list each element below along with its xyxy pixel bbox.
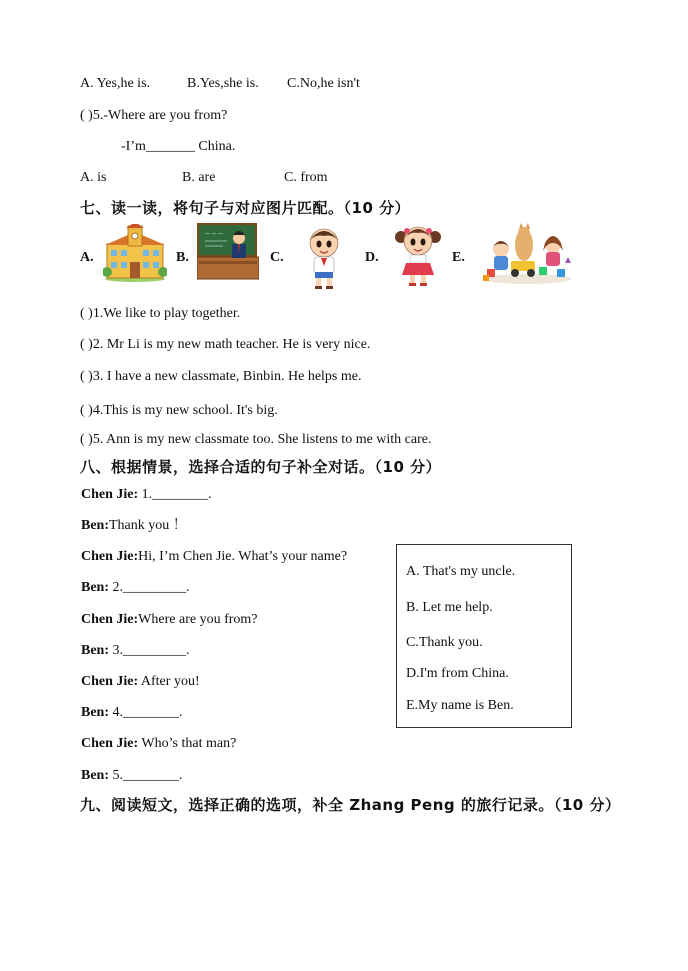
q5-stem: ( )5.-Where are you from?: [80, 108, 228, 123]
utterance: 2._________.: [109, 580, 190, 595]
dialogue-line-7: [81, 673, 200, 691]
q5-option-a: A. is: [80, 170, 107, 185]
q5-option-b: B. are: [182, 170, 216, 185]
dialogue-line-3: [81, 548, 347, 566]
dialogue-line-1: [81, 486, 212, 504]
picture-label-c: C.: [270, 250, 284, 265]
utterance: Who’s that man?: [138, 736, 237, 751]
dialogue-line-4: [81, 579, 190, 597]
q4-option-a: A. Yes,he is.: [80, 76, 151, 91]
option-b: B. Let me help.: [406, 600, 493, 615]
utterance: 1.________.: [138, 487, 212, 502]
option-c: C.Thank you.: [406, 635, 483, 650]
q5-answer-line: -I’m_______ China.: [121, 139, 236, 154]
section7-item-4: ( )4.This is my new school. It's big.: [80, 403, 278, 418]
picture-label-b: B.: [176, 250, 189, 265]
option-d: D.I'm from China.: [406, 666, 509, 681]
utterance: 4.________.: [109, 705, 183, 720]
blackboard-text: — — —: [205, 231, 224, 237]
speaker: Chen Jie:: [81, 549, 139, 564]
utterance: 3._________.: [109, 643, 190, 658]
section7-item-2: ( )2. Mr Li is my new math teacher. He is very nice.: [80, 337, 371, 352]
section7-item-5: ( )5. Ann is my new classmate too. She listens to me with care.: [80, 432, 432, 447]
utterance: After you!: [138, 674, 200, 689]
utterance: Hi, I’m Chen Jie. What’s your name?: [138, 549, 348, 564]
q4-option-b: B.Yes,she is.: [187, 76, 259, 91]
q5-option-c: C. from: [284, 170, 328, 185]
speaker: Chen Jie:: [81, 487, 139, 502]
dialogue-line-10: [81, 767, 183, 785]
children-playing-image: [481, 223, 573, 285]
section8-heading: 八、根据情景，选择合适的句子补全对话。（10 分）: [80, 458, 442, 476]
picture-label-a: A.: [80, 250, 94, 265]
section7-item-3: ( )3. I have a new classmate, Binbin. He helps me.: [80, 369, 362, 384]
speaker: Chen Jie:: [81, 674, 139, 689]
section7-heading: 七、读一读，将句子与对应图片匹配。（10 分）: [80, 199, 411, 217]
section9-heading: 九、阅读短文，选择正确的选项，补全 Zhang Peng 的旅行记录。（10 分）: [80, 796, 621, 814]
school-building-image: [103, 224, 167, 282]
option-e: E.My name is Ben.: [406, 698, 514, 713]
speaker: Ben:: [81, 518, 109, 533]
girl-image: [393, 223, 443, 287]
utterance: Thank you ！: [109, 518, 187, 533]
speaker: Chen Jie:: [81, 612, 139, 627]
speaker: Ben:: [81, 768, 109, 783]
speaker: Ben:: [81, 580, 109, 595]
q4-option-c: C.No,he isn't: [287, 76, 360, 91]
option-a: A. That's my uncle.: [406, 564, 516, 579]
picture-label-e: E.: [452, 250, 465, 265]
dialogue-line-2: [81, 517, 187, 535]
utterance: 5.________.: [109, 768, 183, 783]
speaker: Chen Jie:: [81, 736, 139, 751]
options-box: [396, 544, 572, 728]
teacher-blackboard-image: [197, 223, 259, 281]
dialogue-line-5: [81, 611, 258, 629]
dialogue-line-8: [81, 704, 183, 722]
dialogue-line-6: [81, 642, 190, 660]
speaker: Ben:: [81, 705, 109, 720]
speaker: Ben:: [81, 643, 109, 658]
utterance: Where are you from?: [138, 612, 258, 627]
boy-image: [301, 226, 347, 290]
section7-item-1: ( )1.We like to play together.: [80, 306, 241, 321]
dialogue-line-9: [81, 735, 236, 753]
picture-label-d: D.: [365, 250, 379, 265]
